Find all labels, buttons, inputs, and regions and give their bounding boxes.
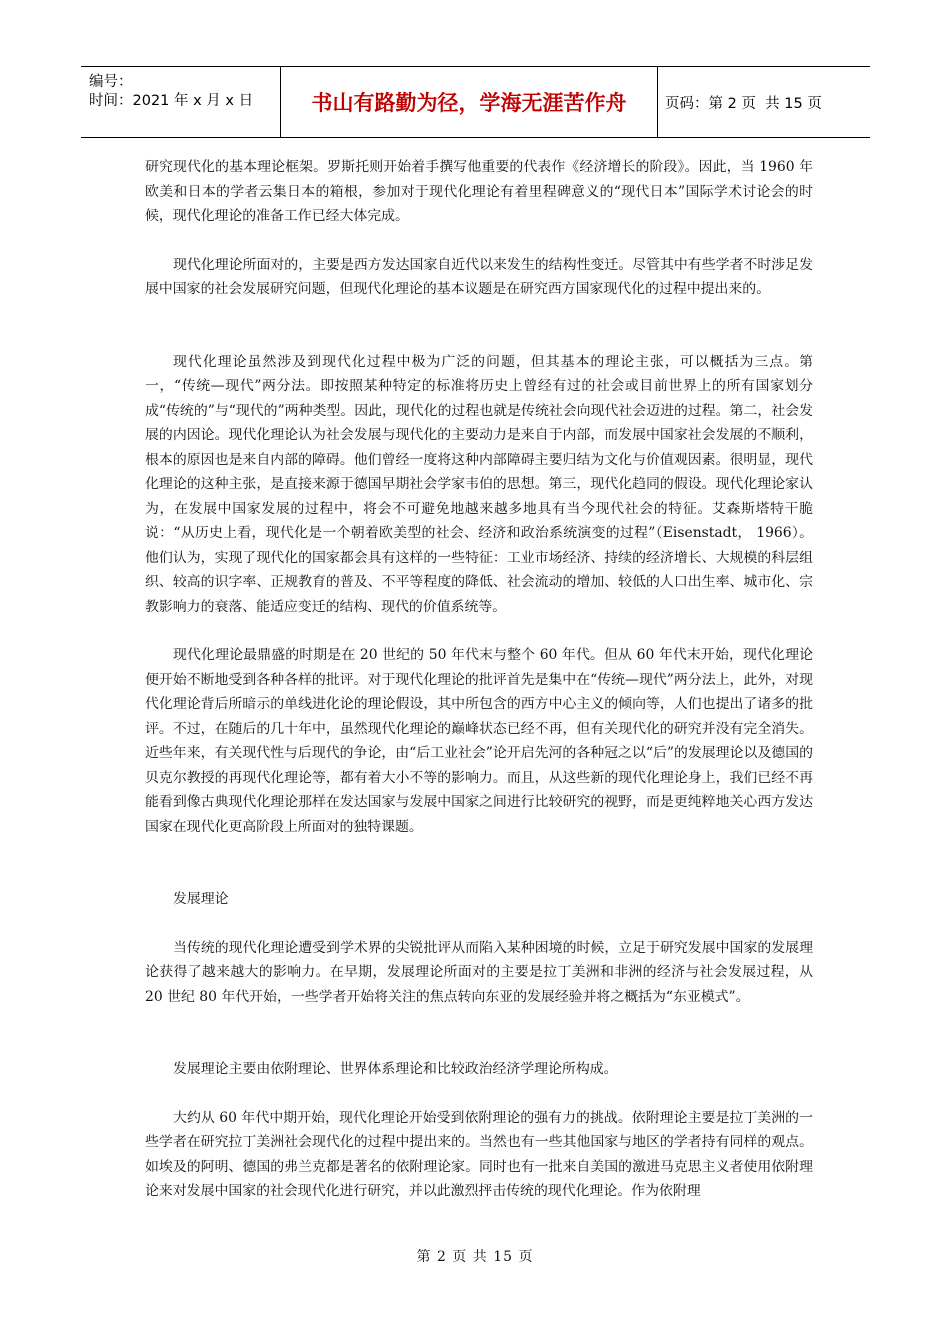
date-line: 时间：2021 年 x 月 x 日 <box>89 93 254 109</box>
header-page <box>658 67 870 137</box>
paragraph: 现代化理论最鼎盛的时期是在 20 世纪的 50 年代末与整个 60 年代。但从 60 年代末开始，现代化理论便开始不断地受到各种各样的批评。对于现代化理论的批评首先是集中在“传统—现代”两分法上，此外，对现代化理论背后所暗示的单线进化论的理论假设，其中所包含的西方中心主义的倾向等，人们也提出了诸多的批评。不过，在随后的几十年中，虽然现代化理论的巅峰状态已经不再，但有关现代化的研究并没有完全消失。近些年来，有关现代性与后现代的争论，由“后工业社会”论开启先河的各种冠之以“后”的发展理论以及德国的贝克尔教授的再现代化理论等，都有着大小不等的影响力。而且，从这些新的现代化理论身上，我们已经不再能看到像古典现代化理论那样在发达国家与发展中国家之间进行比较研究的视野，而是更纯粹地关心西方发达国家在现代化更高阶段上所面对的独特课题。 <box>145 647 813 835</box>
paragraph: 大约从 60 年代中期开始，现代化理论开始受到依附理论的强有力的挑战。依附理论主要是拉丁美洲的一些学者在研究拉丁美洲社会现代化的过程中提出来的。当然也有一些其他国家与地区的学者持有同样的观点。如埃及的阿明、德国的弗兰克都是著名的依附理论家。同时也有一批来自美国的激进马克思主义者使用依附理论来对发展中国家的社会现代化进行研究，并以此激烈抨击传统的现代化理论。作为依附理 <box>145 1109 813 1199</box>
page-header <box>81 66 870 138</box>
number-label: 编号： <box>89 74 133 90</box>
header-motto: 书山有路勤为径，学海无涯苦作舟 <box>281 67 658 137</box>
section-heading: 发展理论 <box>173 891 229 907</box>
paragraph: 当传统的现代化理论遭受到学术界的尖锐批评从而陷入某种困境的时候，立足于研究发展中国家的发展理论获得了越来越大的影响力。在早期，发展理论所面对的主要是拉丁美洲和非洲的经济与社会发展过程，从 20 世纪 80 年代开始，一些学者开始将关注的焦点转向东亚的发展经验并将之概括为“东亚模式”。 <box>145 939 813 1005</box>
paragraph: 研究现代化的基本理论框架。罗斯托则开始着手撰写他重要的代表作《经济增长的阶段》。因此，当 1960 年欧美和日本的学者云集日本的箱根，参加对于现代化理论有着里程碑意义的“现代日本”国际学术讨论会的时候，现代化理论的准备工作已经大体完成。 <box>145 159 813 224</box>
paragraph: 发展理论主要由依附理论、世界体系理论和比较政治经济学理论所构成。 <box>173 1061 618 1077</box>
paragraph: 现代化理论所面对的，主要是西方发达国家自近代以来发生的结构性变迁。尽管其中有些学者不时涉足发展中国家的社会发展研究问题，但现代化理论的基本议题是在研究西方国家现代化的过程中提出来的。 <box>145 256 813 297</box>
page-label: 页码：第 2 页 共 15 页 <box>665 95 822 112</box>
paragraph: 现代化理论虽然涉及到现代化过程中极为广泛的问题，但其基本的理论主张，可以概括为三点。第一，“传统—现代”两分法。即按照某种特定的标准将历史上曾经有过的社会或目前世界上的所有国家划分成“传统的”与“现代的”两种类型。因此，现代化的过程也就是传统社会向现代社会迈进的过程。第二，社会发展的内因论。现代化理论认为社会发展与现代化的主要动力是来自于内部，而发展中国家社会发展的不顺利，根本的原因也是来自内部的障碍。他们曾经一度将这种内部障碍主要归结为文化与价值观因素。很明显，现代化理论的这种主张，是直接来源于德国早期社会学家韦伯的思想。第三，现代化趋同的假设。现代化理论家认为，在发展中国家发展的过程中，将会不可避免地越来越多地具有当今现代社会的特征。艾森斯塔特干脆说：“从历史上看，现代化是一个朝着欧美型的社会、经济和政治系统演变的过程”（Eisenstadt， 1966）。他们认为，实现了现代化的国家都会具有这样的一些特征：工业市场经济、持续的经济增长、大规模的科层组织、较高的识字率、正规教育的普及、不平等程度的降低、社会流动的增加、较低的人口出生率、城市化、宗教影响力的衰落、能适应变迁的结构、现代的价值系统等。 <box>145 353 813 615</box>
header-meta <box>81 67 281 137</box>
page-footer: 第 2 页 共 15 页 <box>416 1249 534 1265</box>
document-body <box>145 155 813 1204</box>
